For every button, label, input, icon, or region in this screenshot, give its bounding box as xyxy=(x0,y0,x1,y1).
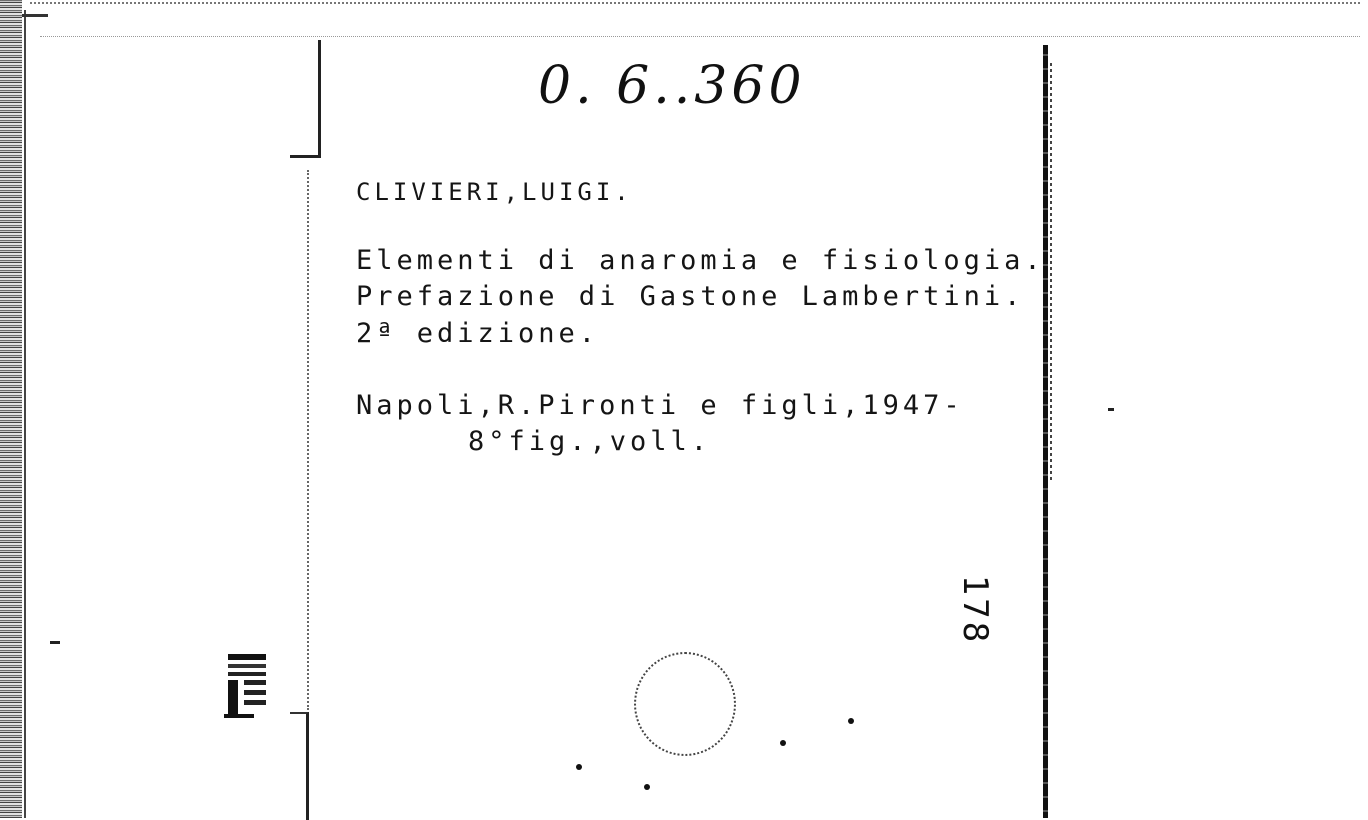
scan-speck xyxy=(848,718,854,724)
card-right-edge-shadow xyxy=(1050,60,1052,480)
card-side-number: 178 xyxy=(955,574,996,646)
scan-left-edge-noise xyxy=(0,0,22,818)
card-imprint: Napoli,R.Pironti e figli,1947- xyxy=(356,390,964,421)
card-left-dotted-edge xyxy=(307,170,311,710)
scan-top-dotted-line-secondary xyxy=(40,36,1360,39)
handwritten-call-number: 0. 6..360 xyxy=(538,56,806,116)
card-punch-hole xyxy=(634,652,736,756)
scan-left-tick-mark xyxy=(22,14,48,17)
scan-speck xyxy=(50,641,60,644)
card-bottom-left-bracket xyxy=(290,712,309,820)
scan-speck xyxy=(644,784,650,790)
scan-speck xyxy=(780,740,786,746)
card-title-line-2: Prefazione di Gastone Lambertini. xyxy=(356,281,1025,312)
scan-left-edge-line xyxy=(24,10,26,818)
card-top-left-bracket xyxy=(290,40,321,158)
scan-speck xyxy=(576,764,582,770)
scan-top-dotted-line xyxy=(30,2,1360,8)
card-right-edge xyxy=(1043,45,1048,818)
card-author: CLIVIERI,LUIGI. xyxy=(356,178,633,206)
scan-speck xyxy=(1108,408,1114,411)
card-collation: 8°fig.,voll. xyxy=(468,426,712,457)
card-title-line-3: 2ª edizione. xyxy=(356,318,600,349)
stamp-mark-icon xyxy=(222,648,272,722)
card-title-line-1: Elementi di anaromia e fisiologia. xyxy=(356,245,1045,276)
